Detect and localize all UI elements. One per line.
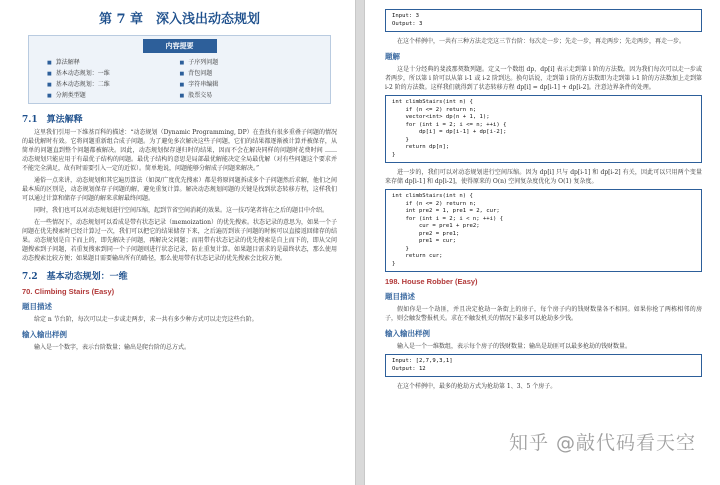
subheading: 题目描述 <box>22 302 52 311</box>
summary-item: ■ 子序列问题 <box>180 57 313 66</box>
watermark: 知乎 @敲代码看天空 <box>508 432 696 454</box>
summary-item: ■ 分割类型题 <box>47 90 180 99</box>
chapter-title: 第 7 章 深入浅出动态规划 <box>98 12 261 27</box>
problem-title: 70. Climbing Stairs (Easy) <box>22 287 115 296</box>
subheading: 输入输出样例 <box>22 330 67 339</box>
paragraph: 同时，我们也可以对动态规划进行空间压缩，起到节省空间消耗的效果。这一技巧笔者将在之后的题目中介绍。 <box>34 207 329 214</box>
subheading: 题目描述 <box>385 292 415 301</box>
summary-item: ■ 基本动态规划：二维 <box>47 79 180 88</box>
summary-item: ■ 背包问题 <box>180 68 313 77</box>
left-page <box>0 0 356 485</box>
paragraph: 进一步的，我们可以对动态规划进行空间压缩。因为 dp[i] 只与 dp[i-1] 和 dp[i-2] 有关，因此可以只用两个变量来存储 dp[i-1] 和 dp[i-2]，使得原来的 O(n) 空间复杂度优化为 O(1) 复杂度。 <box>385 169 702 185</box>
paragraph: 输入是一个数字，表示台阶数量；输出是爬台阶的总方式。 <box>34 344 191 351</box>
code-block: int climbStairs(int n) { if (n <= 2) return n; vector<int> dp(n + 1, 1); for (int i = 2; i <= n; ++i) { dp[i] = dp[i-1] + dp[i-2]; } return dp[n]; } <box>385 95 702 163</box>
subheading: 输入输出样例 <box>385 329 430 338</box>
paragraph: 输入是一个一维数组，表示每个房子的钱财数量；输出是劫匪可以最多抢劫的钱财数量。 <box>397 343 632 350</box>
code-block: int climbStairs(int n) { if (n <= 2) return n; int pre2 = 1, pre1 = 2, cur; for (int i = 2; i < n; ++i) { cur = pre1 + pre2; pre2 = pre1; pre1 = cur; } return cur; } <box>385 189 702 272</box>
problem-title: 198. House Robber (Easy) <box>385 277 478 286</box>
subheading: 题解 <box>385 52 400 61</box>
paragraph: 通俗一点来讲，动态规划和其它遍历算法（如深/广度优先搜索）都是将原问题拆成多个子问题然后求解，他们之间最本质的区别是，动态规划保存子问题的解，避免重复计算。解决动态规划问题的关键是找到状态转移方程，这样我们可以通过计算和储存子问题的解来求解最终问题。 <box>22 177 337 202</box>
right-page <box>364 0 720 485</box>
summary-title: 内容提要 <box>143 39 217 53</box>
summary-item: ■ 字符串编辑 <box>180 79 313 88</box>
paragraph: 在这个样例中，一共有三种方法走完这三节台阶：每次走一步；先走一步，再走两步；先走两步，再走一步。 <box>397 38 686 45</box>
section-title: 7.1 算法解释 <box>22 115 83 125</box>
paragraph: 给定 n 节台阶，每次可以走一步或走两步，求一共有多少种方式可以走完这些台阶。 <box>34 316 258 323</box>
summary-item: ■ 股票交易 <box>180 90 313 99</box>
code-block: Input: [2,7,9,3,1] Output: 12 <box>385 354 702 377</box>
paragraph: 假如你是一个劫匪，并且决定抢劫一条街上的房子，每个房子内的钱财数量各不相同。如果你抢了两栋相邻的房子，则会触发警报机关。求在不触发机关的情况下最多可以抢劫多少钱。 <box>385 306 702 322</box>
summary-list <box>29 57 330 99</box>
section-title: 7.2 基本动态规划：一维 <box>22 272 128 282</box>
paragraph: 在一些情况下，动态规划可以看成是带有状态记录（memoization）的优先搜索。状态记录的意思为，如果一个子问题在优先搜索时已经计算过一次，我们可以把它的结果储存下来，之后遍历到该子问题的时候可以直接返回储存的结果。动态规划是自下而上的，即先解决子问题，再解决父问题；而用带有状态记录的优先搜索是自上而下的，即从父问题搜索到子问题，若重复搜索到同一个子问题则进行状态记录，防止重复计算。如果题目需求的是最终状态，那么使用动态搜索比较方便；如果题目需要输出所有的路径，那么使用带有状态记录的优先搜索会比较方便。 <box>22 219 338 262</box>
paragraph: 这里我们引用一下维基百科的描述：“动态规划（Dynamic Programming, DP）在查找有很多重叠子问题的情况的最优解时有效。它将问题重新组合成子问题。为了避免多次解决这些子问题，它们的结果都逐渐被计算并被保存，从简单的问题直到整个问题都被解决。因此，动态规划保存递归时的结果，因而不会在解决同样的问题时花费时间 …… 动态规划只能应用于有最优子结构的问题。最优子结构的意思是局部最优解能决定全局最优解（对有些问题这个要求并不能完全满足，故有时需要引入一定的近似）。简单地说，问题能够分解成子问题来解决。” <box>22 129 337 172</box>
paragraph: 在这个样例中，最多的抢劫方式为抢劫第 1、3、5 个房子。 <box>397 383 557 390</box>
summary-item: ■ 算法解释 <box>47 57 180 66</box>
summary-box <box>28 35 331 104</box>
paragraph: 这是十分经典的斐波那契数列题。定义一个数组 dp，dp[i] 表示走到第 i 阶的方法数。因为我们每次可以走一步或者两步，所以第 i 阶可以从第 i-1 或 i-2 阶到达。换句话说，走到第 i 阶的方法数即为走到第 i-1 阶的方法数加上走到第 i-2 阶的方法数。这样我们就得到了状态转移方程 dp[i] = dp[i-1] + dp[i-2]。注意边界条件的处理。 <box>385 66 702 91</box>
summary-item: ■ 基本动态规划：一维 <box>47 68 180 77</box>
code-block: Input: 3 Output: 3 <box>385 9 702 32</box>
